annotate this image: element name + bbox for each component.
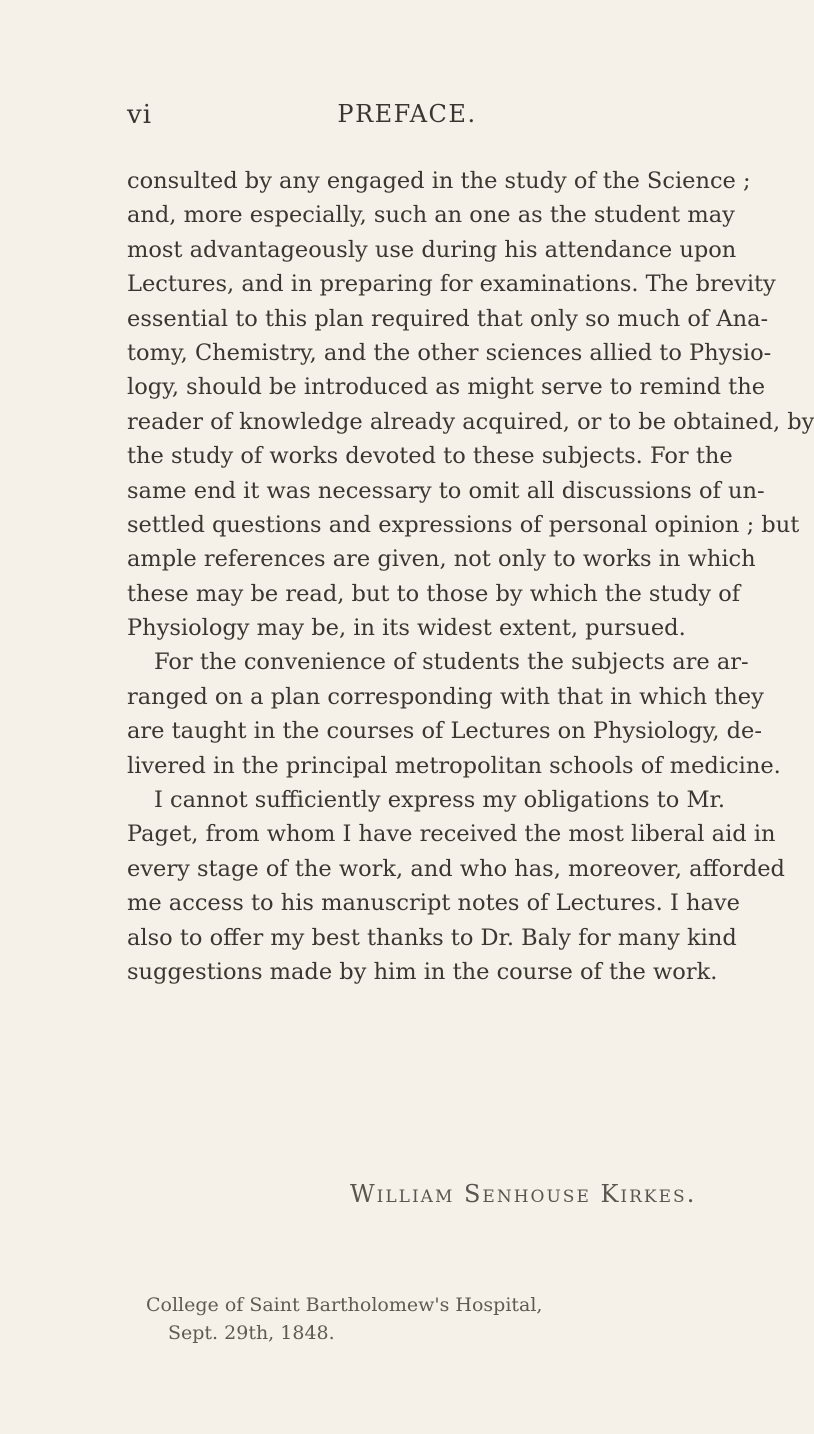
- place-and-date: [146, 1291, 542, 1347]
- text-line: ranged on a plan corresponding with that in which they: [127, 683, 764, 710]
- text-line: these may be read, but to those by which the study of: [127, 580, 741, 607]
- text-line: same end it was necessary to omit all discussions of un-: [127, 477, 765, 504]
- text-line: settled questions and expressions of personal opinion ; but: [127, 511, 800, 538]
- place-line: College of Saint Bartholomew's Hospital,: [146, 1294, 543, 1316]
- text-line: logy, should be introduced as might serve to remind the: [127, 374, 766, 401]
- text-line: reader of knowledge already acquired, or to be obtained, by: [127, 408, 814, 435]
- text-line: the study of works devoted to these subjects. For the: [127, 443, 733, 470]
- paragraph-1: [127, 164, 814, 645]
- page-header: [127, 100, 687, 140]
- text-line: most advantageously use during his attendance upon: [127, 236, 737, 263]
- text-line: essential to this plan required that only so much of Ana-: [127, 305, 769, 332]
- text-line: Lectures, and in preparing for examinations. The brevity: [127, 271, 776, 298]
- paragraph-2: [127, 645, 781, 783]
- author-signature: William Senhouse Kirkes.: [350, 1180, 697, 1208]
- text-line: Physiology may be, in its widest extent, pursued.: [127, 615, 686, 642]
- text-line: ample references are given, not only to works in which: [127, 546, 756, 573]
- text-line: suggestions made by him in the course of the work.: [127, 958, 718, 985]
- text-line: livered in the principal metropolitan schools of medicine.: [127, 752, 781, 779]
- text-line: also to offer my best thanks to Dr. Baly for many kind: [127, 924, 737, 951]
- date-line: Sept. 29th, 1848.: [168, 1322, 335, 1344]
- body-text: [127, 164, 814, 989]
- text-line: For the convenience of students the subjects are ar-: [154, 649, 749, 676]
- text-line: consulted by any engaged in the study of the Science ;: [127, 168, 751, 194]
- page-number: vi: [127, 100, 153, 130]
- text-line: tomy, Chemistry, and the other sciences allied to Physio-: [127, 339, 772, 366]
- text-line: are taught in the courses of Lectures on Physiology, de-: [127, 718, 762, 745]
- text-line: every stage of the work, and who has, moreover, afforded: [127, 855, 785, 882]
- running-head: PREFACE.: [337, 100, 477, 128]
- text-line: I cannot sufficiently express my obligations to Mr.: [154, 787, 725, 814]
- paragraph-3: [127, 783, 785, 989]
- text-line: me access to his manuscript notes of Lectures. I have: [127, 890, 740, 917]
- text-line: and, more especially, such an one as the student may: [127, 202, 735, 229]
- text-line: Paget, from whom I have received the most liberal aid in: [127, 821, 776, 848]
